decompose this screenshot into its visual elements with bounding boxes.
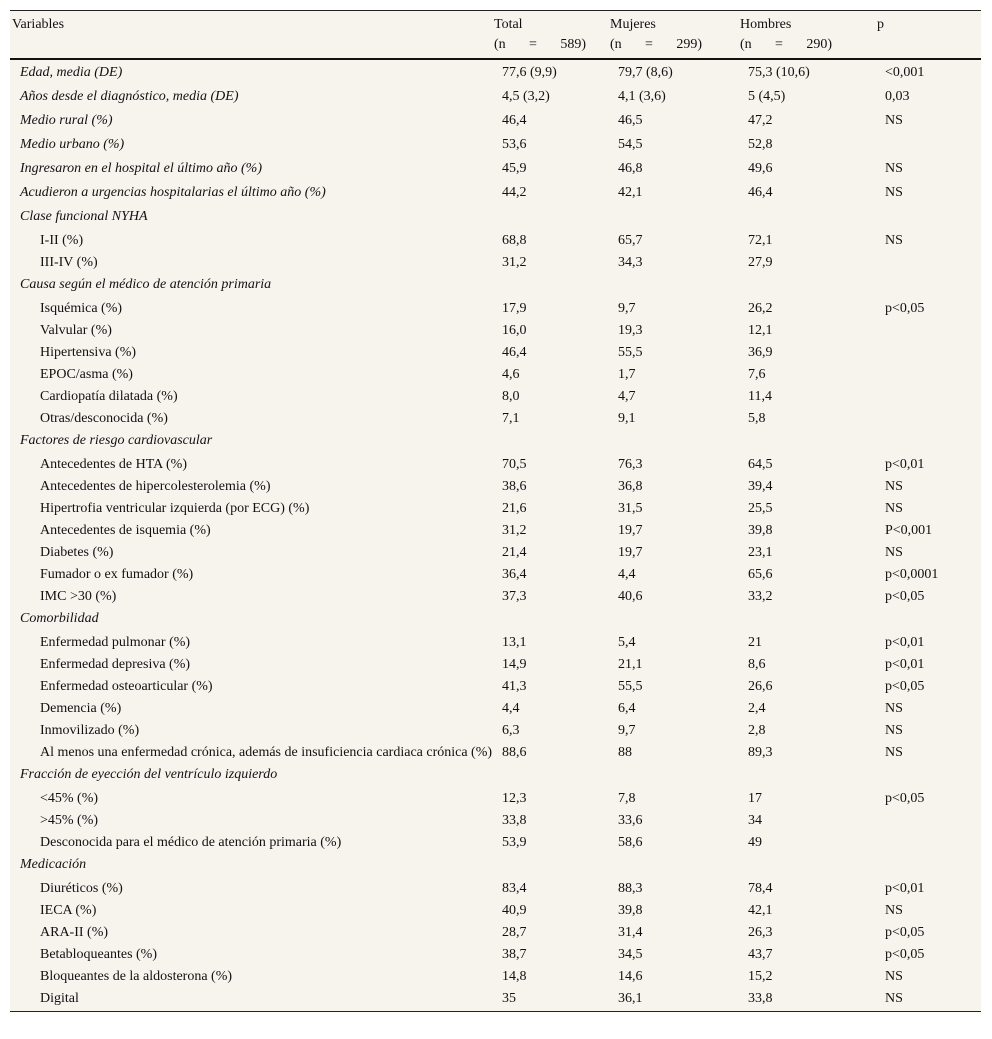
- cell-total: 46,4: [502, 113, 527, 128]
- cell-mujeres: 79,7 (8,6): [618, 65, 673, 80]
- cell-p-value: <0,001: [885, 65, 925, 80]
- cell-total: 4,4: [502, 701, 520, 716]
- cell-p-value: p<0,01: [885, 881, 925, 896]
- row-label: Fracción de eyección del ventrículo izquierdo: [20, 767, 278, 782]
- header-mujeres-n-open: (n: [610, 37, 622, 52]
- cell-hombres: 26,2: [748, 301, 773, 316]
- cell-mujeres: 65,7: [618, 233, 643, 248]
- cell-total: [493, 431, 609, 455]
- cell-total: 4,5 (3,2): [502, 89, 550, 104]
- cell-total: 28,7: [502, 925, 527, 940]
- cell-total: [493, 207, 609, 231]
- cell-mujeres: 19,7: [618, 545, 643, 560]
- cell-mujeres: 9,7: [618, 723, 636, 738]
- cell-p-value: p<0,05: [885, 301, 925, 316]
- cell-hombres: 11,4: [748, 389, 772, 404]
- cell-hombres: 46,4: [748, 185, 773, 200]
- cell-total: 68,8: [502, 233, 527, 248]
- cell-total: [493, 765, 609, 789]
- cell-p-value: [876, 207, 981, 231]
- header-total-label: Total: [494, 17, 523, 32]
- row-label: Enfermedad depresiva (%): [40, 657, 191, 672]
- cell-mujeres: [609, 855, 739, 879]
- table-row: [10, 789, 981, 811]
- data-table: [10, 10, 981, 1012]
- cell-total: 14,8: [502, 969, 527, 984]
- cell-hombres: 49,6: [748, 161, 773, 176]
- cell-p-value: p<0,05: [885, 589, 925, 604]
- cell-hombres: 17: [748, 791, 762, 806]
- row-label: Betabloqueantes (%): [40, 947, 158, 962]
- table-row: [10, 967, 981, 989]
- cell-total: 70,5: [502, 457, 527, 472]
- cell-p-value: p<0,01: [885, 657, 925, 672]
- row-label: <45% (%): [40, 791, 99, 806]
- row-label: >45% (%): [40, 813, 99, 828]
- cell-p-value: [876, 275, 981, 299]
- cell-p-value: NS: [885, 479, 903, 494]
- cell-hombres: 43,7: [748, 947, 773, 962]
- row-label: Años desde el diagnóstico, media (DE): [20, 89, 239, 104]
- cell-total: 46,4: [502, 345, 527, 360]
- row-label: IECA (%): [40, 903, 97, 918]
- table-row: [10, 499, 981, 521]
- row-label: Medio rural (%): [20, 113, 113, 128]
- row-label: Antecedentes de isquemia (%): [40, 523, 211, 538]
- table-row: [10, 207, 981, 231]
- table-row: [10, 901, 981, 923]
- cell-hombres: [739, 207, 876, 231]
- row-label: Valvular (%): [40, 323, 112, 338]
- cell-hombres: 33,2: [748, 589, 773, 604]
- cell-p-value: [876, 253, 981, 275]
- characteristics-table: [10, 11, 981, 1011]
- cell-mujeres: 46,5: [618, 113, 643, 128]
- cell-total: 16,0: [502, 323, 527, 338]
- cell-p-value: [876, 343, 981, 365]
- cell-mujeres: 5,4: [618, 635, 636, 650]
- cell-hombres: 64,5: [748, 457, 773, 472]
- table-body: [10, 59, 981, 1011]
- cell-p-value: p<0,01: [885, 457, 925, 472]
- cell-hombres: 49: [748, 835, 762, 850]
- cell-total: 40,9: [502, 903, 527, 918]
- cell-p-value: p<0,05: [885, 791, 925, 806]
- header-mujeres-n-value: 299): [676, 37, 702, 52]
- cell-total: 14,9: [502, 657, 527, 672]
- cell-total: 6,3: [502, 723, 520, 738]
- cell-mujeres: [609, 609, 739, 633]
- row-label: Fumador o ex fumador (%): [40, 567, 194, 582]
- row-label: Otras/desconocida (%): [40, 411, 168, 426]
- table-row: [10, 477, 981, 499]
- cell-hombres: 75,3 (10,6): [748, 65, 810, 80]
- cell-p-value: NS: [885, 185, 903, 200]
- cell-mujeres: [609, 207, 739, 231]
- cell-mujeres: 36,1: [618, 991, 643, 1006]
- cell-hombres: 39,4: [748, 479, 773, 494]
- cell-p-value: NS: [885, 723, 903, 738]
- cell-total: 36,4: [502, 567, 527, 582]
- table-row: [10, 159, 981, 183]
- table-row: [10, 923, 981, 945]
- table-row: [10, 677, 981, 699]
- header-variables-label: Variables: [12, 17, 65, 32]
- cell-total: 17,9: [502, 301, 527, 316]
- cell-mujeres: 14,6: [618, 969, 643, 984]
- row-label: Medicación: [20, 857, 87, 872]
- cell-mujeres: 1,7: [618, 367, 636, 382]
- row-label: Al menos una enfermedad crónica, además de insuficiencia cardiaca crónica (%): [40, 745, 493, 760]
- cell-total: 45,9: [502, 161, 527, 176]
- cell-hombres: 26,6: [748, 679, 773, 694]
- cell-total: [493, 275, 609, 299]
- cell-mujeres: 19,3: [618, 323, 643, 338]
- cell-p-value: NS: [885, 501, 903, 516]
- cell-mujeres: 46,8: [618, 161, 643, 176]
- cell-mujeres: 33,6: [618, 813, 643, 828]
- cell-mujeres: 31,5: [618, 501, 643, 516]
- cell-hombres: 7,6: [748, 367, 766, 382]
- row-label: Hipertensiva (%): [40, 345, 137, 360]
- row-label: Acudieron a urgencias hospitalarias el último año (%): [20, 185, 326, 200]
- row-label: Demencia (%): [40, 701, 122, 716]
- cell-mujeres: 9,1: [618, 411, 636, 426]
- cell-p-value: NS: [885, 545, 903, 560]
- cell-p-value: NS: [885, 113, 903, 128]
- cell-mujeres: 19,7: [618, 523, 643, 538]
- cell-hombres: 27,9: [748, 255, 773, 270]
- cell-mujeres: [609, 275, 739, 299]
- cell-p-value: [876, 387, 981, 409]
- cell-total: 8,0: [502, 389, 520, 404]
- table-row: [10, 587, 981, 609]
- cell-total: 7,1: [502, 411, 520, 426]
- cell-mujeres: 36,8: [618, 479, 643, 494]
- table-row: [10, 87, 981, 111]
- cell-hombres: 47,2: [748, 113, 773, 128]
- cell-total: 31,2: [502, 523, 527, 538]
- cell-p-value: NS: [885, 969, 903, 984]
- cell-hombres: 42,1: [748, 903, 773, 918]
- table-row: [10, 879, 981, 901]
- cell-hombres: 89,3: [748, 745, 773, 760]
- cell-p-value: 0,03: [885, 89, 910, 104]
- cell-mujeres: [609, 431, 739, 455]
- row-label: Enfermedad pulmonar (%): [40, 635, 191, 650]
- row-label: Ingresaron en el hospital el último año (%): [20, 161, 262, 176]
- cell-hombres: [739, 855, 876, 879]
- table-row: [10, 59, 981, 87]
- table-row: [10, 299, 981, 321]
- cell-total: [493, 609, 609, 633]
- cell-p-value: [876, 609, 981, 633]
- header-total: [493, 11, 609, 59]
- cell-hombres: 39,8: [748, 523, 773, 538]
- cell-p-value: [876, 365, 981, 387]
- table-row: [10, 409, 981, 431]
- table-row: [10, 721, 981, 743]
- header-mujeres-label: Mujeres: [610, 17, 656, 32]
- row-label: Isquémica (%): [40, 301, 123, 316]
- table-row: [10, 275, 981, 299]
- cell-hombres: [739, 431, 876, 455]
- header-hombres-n-value: 290): [806, 37, 832, 52]
- cell-hombres: 23,1: [748, 545, 773, 560]
- row-label: Digital: [40, 991, 79, 1006]
- row-label: Causa según el médico de atención primaria: [20, 277, 272, 292]
- cell-p-value: NS: [885, 701, 903, 716]
- cell-total: 21,4: [502, 545, 527, 560]
- cell-p-value: p<0,05: [885, 947, 925, 962]
- table-row: [10, 543, 981, 565]
- row-label: Desconocida para el médico de atención primaria (%): [40, 835, 342, 850]
- cell-total: 41,3: [502, 679, 527, 694]
- row-label: Antecedentes de hipercolesterolemia (%): [40, 479, 271, 494]
- cell-total: 31,2: [502, 255, 527, 270]
- row-label: I-II (%): [40, 233, 84, 248]
- cell-total: 77,6 (9,9): [502, 65, 557, 80]
- header-total-n-open: (n: [494, 37, 506, 52]
- cell-hombres: 72,1: [748, 233, 773, 248]
- cell-mujeres: 88: [618, 745, 632, 760]
- header-variables: [10, 11, 493, 59]
- header-p: [876, 11, 981, 59]
- row-label: IMC >30 (%): [40, 589, 117, 604]
- header-hombres: [739, 11, 876, 59]
- cell-p-value: [876, 811, 981, 833]
- cell-total: 13,1: [502, 635, 527, 650]
- table-row: [10, 633, 981, 655]
- cell-total: 53,6: [502, 137, 527, 152]
- header-hombres-n-eq: =: [775, 37, 783, 52]
- cell-mujeres: 6,4: [618, 701, 636, 716]
- cell-hombres: 8,6: [748, 657, 766, 672]
- table-row: [10, 521, 981, 543]
- cell-mujeres: 9,7: [618, 301, 636, 316]
- cell-mujeres: 55,5: [618, 345, 643, 360]
- cell-hombres: 36,9: [748, 345, 773, 360]
- header-hombres-n: [740, 35, 832, 55]
- cell-mujeres: 58,6: [618, 835, 643, 850]
- cell-hombres: 2,4: [748, 701, 766, 716]
- table-row: [10, 989, 981, 1011]
- cell-hombres: [739, 609, 876, 633]
- cell-total: 38,6: [502, 479, 527, 494]
- cell-total: 53,9: [502, 835, 527, 850]
- table-row: [10, 609, 981, 633]
- cell-hombres: 25,5: [748, 501, 773, 516]
- cell-hombres: [739, 275, 876, 299]
- table-row: [10, 321, 981, 343]
- cell-p-value: [876, 833, 981, 855]
- cell-p-value: NS: [885, 991, 903, 1006]
- row-label: Antecedentes de HTA (%): [40, 457, 187, 472]
- cell-p-value: P<0,001: [885, 523, 933, 538]
- header-mujeres-n: [610, 35, 702, 55]
- cell-p-value: p<0,05: [885, 925, 925, 940]
- row-label: EPOC/asma (%): [40, 367, 133, 382]
- cell-hombres: 21: [748, 635, 762, 650]
- cell-p-value: [876, 135, 981, 159]
- table-row: [10, 699, 981, 721]
- table-row: [10, 135, 981, 159]
- cell-mujeres: 34,3: [618, 255, 643, 270]
- cell-p-value: [876, 765, 981, 789]
- cell-total: 88,6: [502, 745, 527, 760]
- header-total-n: [494, 35, 586, 55]
- row-label: Diabetes (%): [40, 545, 114, 560]
- cell-total: 44,2: [502, 185, 527, 200]
- cell-p-value: NS: [885, 903, 903, 918]
- row-label: ARA-II (%): [40, 925, 109, 940]
- row-label: Medio urbano (%): [20, 137, 125, 152]
- header-mujeres-n-eq: =: [645, 37, 653, 52]
- row-label: Diuréticos (%): [40, 881, 123, 896]
- cell-p-value: [876, 855, 981, 879]
- cell-mujeres: 40,6: [618, 589, 643, 604]
- cell-total: 21,6: [502, 501, 527, 516]
- cell-hombres: [739, 765, 876, 789]
- cell-p-value: NS: [885, 161, 903, 176]
- cell-mujeres: 4,7: [618, 389, 636, 404]
- cell-mujeres: 21,1: [618, 657, 643, 672]
- row-label: Cardiopatía dilatada (%): [40, 389, 178, 404]
- table-row: [10, 343, 981, 365]
- cell-hombres: 33,8: [748, 991, 773, 1006]
- cell-mujeres: 31,4: [618, 925, 643, 940]
- table-row: [10, 111, 981, 135]
- cell-hombres: 5 (4,5): [748, 89, 786, 104]
- row-label: Enfermedad osteoarticular (%): [40, 679, 213, 694]
- cell-mujeres: 55,5: [618, 679, 643, 694]
- table-row: [10, 253, 981, 275]
- header-p-label: p: [877, 17, 884, 32]
- cell-p-value: NS: [885, 233, 903, 248]
- cell-mujeres: 54,5: [618, 137, 643, 152]
- table-row: [10, 743, 981, 765]
- cell-mujeres: 7,8: [618, 791, 636, 806]
- cell-mujeres: [609, 765, 739, 789]
- table-row: [10, 833, 981, 855]
- table-row: [10, 855, 981, 879]
- cell-p-value: p<0,01: [885, 635, 925, 650]
- cell-hombres: 5,8: [748, 411, 766, 426]
- cell-p-value: [876, 409, 981, 431]
- cell-total: 4,6: [502, 367, 520, 382]
- cell-total: 35: [502, 991, 516, 1006]
- table-row: [10, 183, 981, 207]
- row-label: Edad, media (DE): [20, 65, 123, 80]
- table-row: [10, 945, 981, 967]
- row-label: Bloqueantes de la aldosterona (%): [40, 969, 233, 984]
- cell-hombres: 12,1: [748, 323, 773, 338]
- row-label: Clase funcional NYHA: [20, 209, 148, 224]
- header-hombres-n-open: (n: [740, 37, 752, 52]
- row-label: Inmovilizado (%): [40, 723, 140, 738]
- table-row: [10, 655, 981, 677]
- cell-total: 33,8: [502, 813, 527, 828]
- cell-hombres: 2,8: [748, 723, 766, 738]
- cell-total: 12,3: [502, 791, 527, 806]
- cell-p-value: NS: [885, 745, 903, 760]
- cell-mujeres: 42,1: [618, 185, 643, 200]
- cell-mujeres: 39,8: [618, 903, 643, 918]
- row-label: Factores de riesgo cardiovascular: [20, 433, 213, 448]
- cell-p-value: [876, 431, 981, 455]
- table-row: [10, 365, 981, 387]
- cell-mujeres: 88,3: [618, 881, 643, 896]
- cell-total: 83,4: [502, 881, 527, 896]
- cell-hombres: 34: [748, 813, 762, 828]
- cell-mujeres: 4,4: [618, 567, 636, 582]
- cell-total: [493, 855, 609, 879]
- table-row: [10, 455, 981, 477]
- table-row: [10, 431, 981, 455]
- cell-hombres: 26,3: [748, 925, 773, 940]
- cell-hombres: 65,6: [748, 567, 773, 582]
- cell-mujeres: 76,3: [618, 457, 643, 472]
- cell-p-value: p<0,05: [885, 679, 925, 694]
- cell-mujeres: 4,1 (3,6): [618, 89, 666, 104]
- row-label: Comorbilidad: [20, 611, 99, 626]
- header-total-n-value: 589): [560, 37, 586, 52]
- table-row: [10, 765, 981, 789]
- header-total-n-eq: =: [529, 37, 537, 52]
- cell-hombres: 52,8: [748, 137, 773, 152]
- header-hombres-label: Hombres: [740, 17, 792, 32]
- cell-p-value: p<0,0001: [885, 567, 939, 582]
- table-row: [10, 811, 981, 833]
- cell-mujeres: 34,5: [618, 947, 643, 962]
- cell-hombres: 15,2: [748, 969, 773, 984]
- table-header: [10, 11, 981, 59]
- table-row: [10, 231, 981, 253]
- table-row: [10, 387, 981, 409]
- table-row: [10, 565, 981, 587]
- row-label: Hipertrofia ventricular izquierda (por ECG) (%): [40, 501, 310, 516]
- row-label: III-IV (%): [40, 255, 98, 270]
- header-mujeres: [609, 11, 739, 59]
- cell-hombres: 78,4: [748, 881, 773, 896]
- header-row: [10, 11, 981, 59]
- cell-p-value: [876, 321, 981, 343]
- cell-total: 37,3: [502, 589, 527, 604]
- cell-total: 38,7: [502, 947, 527, 962]
